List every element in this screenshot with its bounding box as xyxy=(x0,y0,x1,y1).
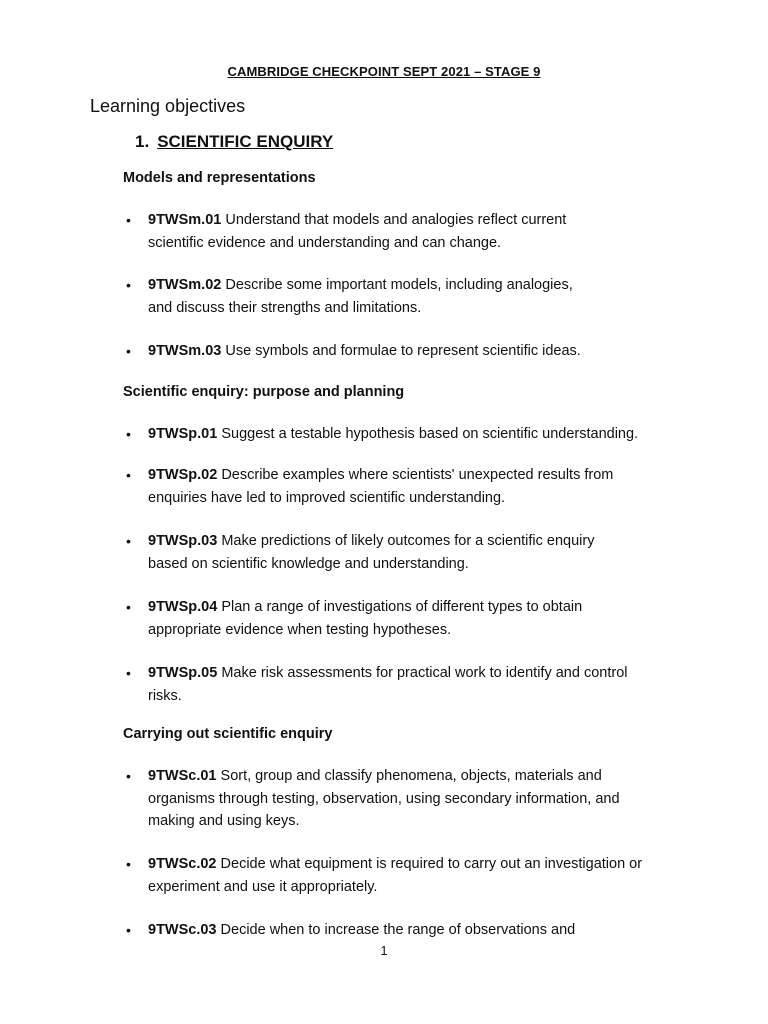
objective-text: Use symbols and formulae to represent scientific ideas. xyxy=(225,343,581,359)
objective-text: Describe examples where scientists' unexpected results from xyxy=(221,467,614,483)
objective-code: 9TWSp.01 xyxy=(148,426,218,442)
objective-item xyxy=(126,274,686,319)
objective-text-cont: based on scientific knowledge and understanding. xyxy=(148,555,469,572)
bullet-icon: • xyxy=(126,533,131,549)
objective-text: Make predictions of likely outcomes for a scientific enquiry xyxy=(221,533,595,549)
objective-code: 9TWSc.01 xyxy=(148,768,217,784)
bullet-icon: • xyxy=(126,599,131,615)
bullet-icon: • xyxy=(126,768,131,784)
objective-item xyxy=(126,423,686,446)
objective-code: 9TWSc.03 xyxy=(148,922,217,938)
bullet-icon: • xyxy=(126,343,131,359)
objective-text-cont: enquiries have led to improved scientific understanding. xyxy=(148,489,506,506)
objective-text-cont: organisms through testing, observation, using secondary information, and xyxy=(148,790,620,807)
group-heading-models: Models and representations xyxy=(123,170,316,186)
objective-code: 9TWSc.02 xyxy=(148,856,217,872)
section-heading xyxy=(135,132,333,152)
bullet-icon: • xyxy=(126,212,131,228)
objective-item xyxy=(126,530,686,575)
objective-code: 9TWSp.03 xyxy=(148,533,218,549)
bullet-icon: • xyxy=(126,467,131,483)
page-number: 1 xyxy=(380,943,388,958)
objective-code: 9TWSp.04 xyxy=(148,599,218,615)
objective-item xyxy=(126,919,686,942)
objective-item xyxy=(126,853,686,898)
objective-text-cont: scientific evidence and understanding and can change. xyxy=(148,234,502,251)
objective-text: Decide what equipment is required to carry out an investigation or xyxy=(220,856,643,872)
group-heading-planning: Scientific enquiry: purpose and planning xyxy=(123,384,405,400)
document-title: CAMBRIDGE CHECKPOINT SEPT 2021 – STAGE 9 xyxy=(227,64,541,79)
objective-item xyxy=(126,765,686,833)
objective-text-cont: risks. xyxy=(148,687,182,704)
objective-text: Sort, group and classify phenomena, objects, materials and xyxy=(220,768,602,784)
learning-objectives-heading: Learning objectives xyxy=(90,96,246,116)
objective-text-cont: experiment and use it appropriately. xyxy=(148,878,378,895)
objective-code: 9TWSp.05 xyxy=(148,665,218,681)
objective-text-cont: appropriate evidence when testing hypotheses. xyxy=(148,621,452,638)
objective-text: Suggest a testable hypothesis based on scientific understanding. xyxy=(221,426,639,442)
section-number: 1. xyxy=(135,132,150,151)
objective-text: Make risk assessments for practical work to identify and control xyxy=(221,665,628,681)
objective-text: Decide when to increase the range of observations and xyxy=(220,922,576,938)
objective-text: Understand that models and analogies reflect current xyxy=(225,212,567,228)
objective-code: 9TWSm.01 xyxy=(148,212,222,228)
objective-item xyxy=(126,209,686,254)
objective-text: Plan a range of investigations of different types to obtain xyxy=(221,599,583,615)
objective-text-cont: and discuss their strengths and limitations. xyxy=(148,299,422,316)
bullet-icon: • xyxy=(126,665,131,681)
objective-code: 9TWSm.03 xyxy=(148,343,222,359)
objective-item xyxy=(126,662,686,707)
objective-text: Describe some important models, including analogies, xyxy=(225,277,573,293)
bullet-icon: • xyxy=(126,277,131,293)
bullet-icon: • xyxy=(126,922,131,938)
group-heading-carrying-out: Carrying out scientific enquiry xyxy=(123,726,333,742)
objective-item xyxy=(126,596,686,641)
bullet-icon: • xyxy=(126,856,131,872)
objective-item xyxy=(126,464,686,509)
objective-item xyxy=(126,340,686,363)
bullet-icon: • xyxy=(126,426,131,442)
objective-code: 9TWSm.02 xyxy=(148,277,222,293)
section-title: SCIENTIFIC ENQUIRY xyxy=(157,132,334,151)
objective-code: 9TWSp.02 xyxy=(148,467,218,483)
objective-text-cont: making and using keys. xyxy=(148,813,300,829)
